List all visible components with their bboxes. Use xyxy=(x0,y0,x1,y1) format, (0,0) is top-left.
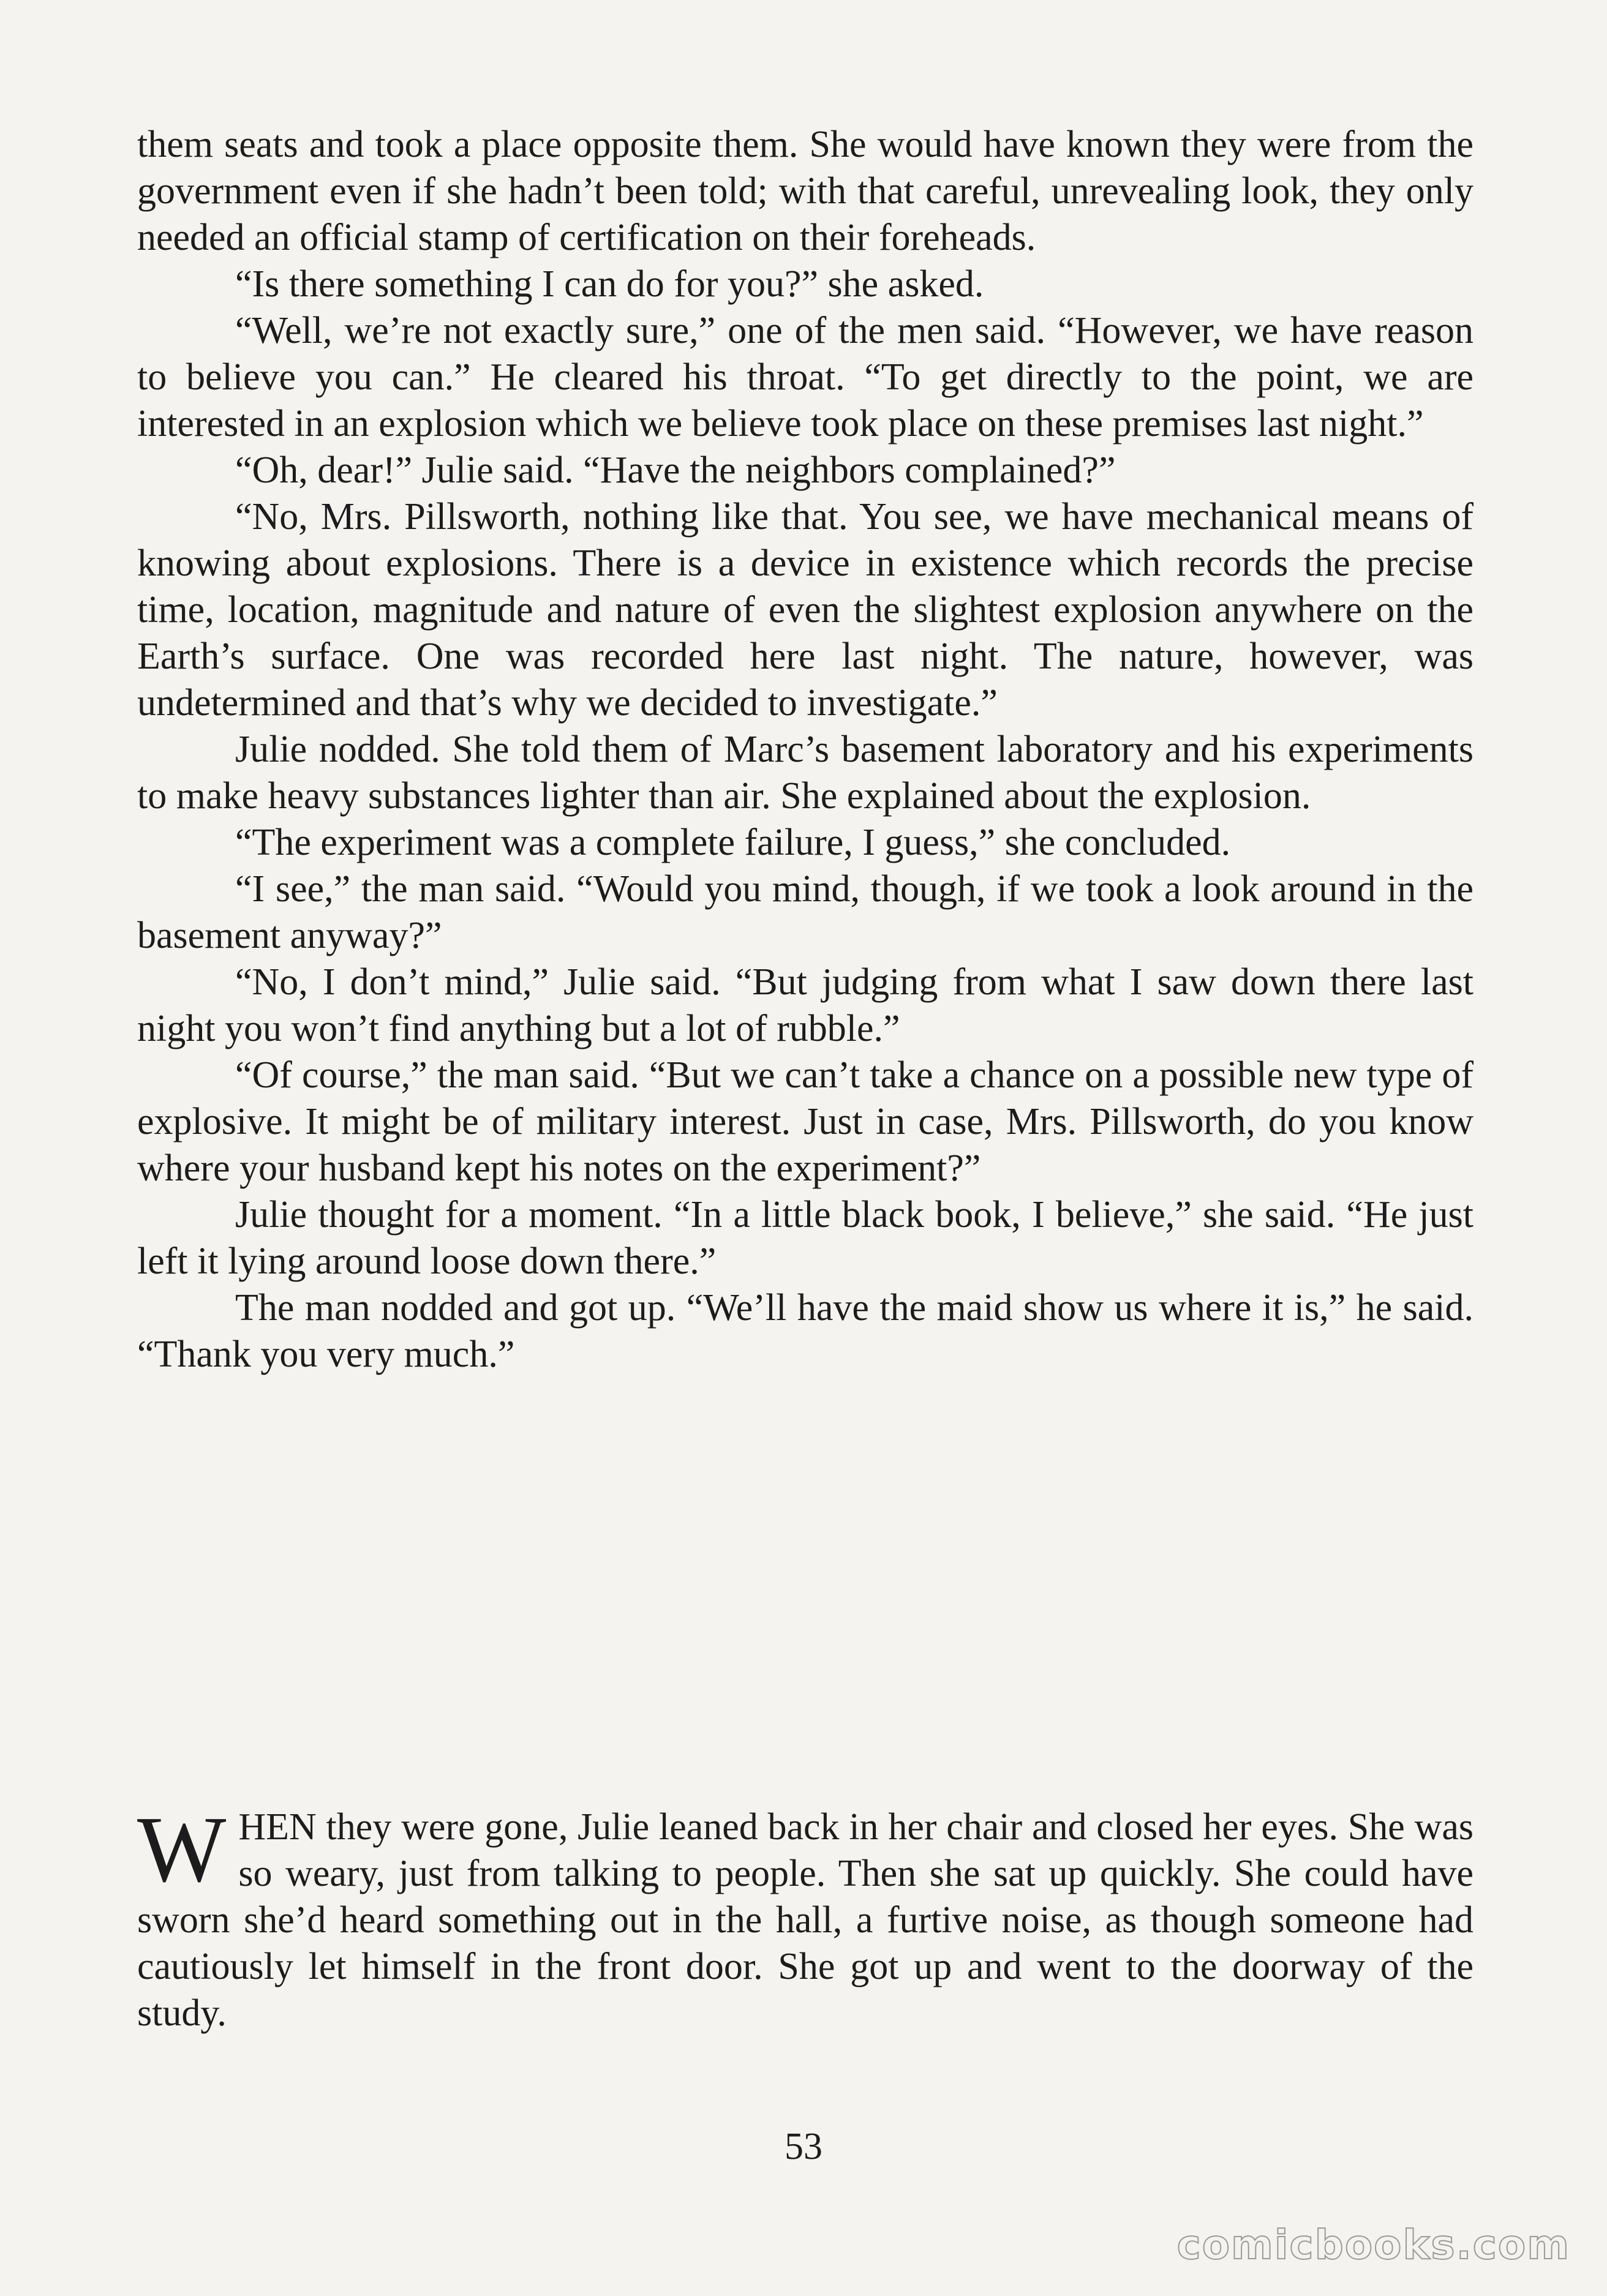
site-watermark: comicbooks.com xyxy=(1176,2221,1570,2268)
paragraph: The man nodded and got up. “We’ll have the maid show us where it is,” he said. “Thank you very much.” xyxy=(137,1287,1473,1375)
page-number: 53 xyxy=(785,2126,822,2167)
section-paragraph xyxy=(137,1798,1473,2036)
paragraph: “No, Mrs. Pillsworth, nothing like that. You see, we have mechanical means of knowing about explosions. There is a device in existence which records the precise time, location, magnitude and nature of even the slightest explosion anywhere on the Earth’s surface. One was recorded here last night. The nature, however, was undetermined and that’s why we decided to investigate.” xyxy=(137,496,1473,724)
paragraph: “Of course,” the man said. “But we can’t take a chance on a possible new type of explosive. It might be of military interest. Just in case, Mrs. Pillsworth, do you know where your husband kept his notes on the experiment?” xyxy=(137,1054,1473,1189)
section-paragraph-text: HEN they were gone, Julie leaned back in her chair and closed her eyes. She was so weary, just from talking to people. Then she sat up quickly. She could have sworn she’d heard something out in the hall, a furtive noise, as though someone had cautiously let himself in the front door. She got up and went to the doorway of the study. xyxy=(137,1806,1473,2034)
paragraph: them seats and took a place opposite them. She would have known they were from the government even if she hadn’t been told; with that careful, unrevealing look, they only needed an official stamp of certification on their foreheads. xyxy=(137,124,1473,258)
paragraph: “The experiment was a complete failure, I guess,” she concluded. xyxy=(235,822,1231,863)
body-text-top xyxy=(137,121,1473,1378)
paragraph: Julie nodded. She told them of Marc’s basement laboratory and his experiments to make heavy substances lighter than air. She explained about the explosion. xyxy=(137,729,1473,817)
paragraph: “No, I don’t mind,” Julie said. “But judging from what I saw down there last night you won’t find anything but a lot of rubble.” xyxy=(137,961,1473,1049)
drop-cap: W xyxy=(137,1798,227,1902)
paragraph: “Is there something I can do for you?” she asked. xyxy=(235,263,984,305)
paragraph: Julie thought for a moment. “In a little black book, I believe,” she said. “He just left it lying around loose down there.” xyxy=(137,1194,1473,1282)
paragraph: “Well, we’re not exactly sure,” one of the men said. “However, we have reason to believe you can.” He cleared his throat. “To get directly to the point, we are interested in an explosion which we believe took place on these premises last night.” xyxy=(137,310,1473,445)
paragraph: “Oh, dear!” Julie said. “Have the neighbors complained?” xyxy=(235,449,1116,491)
paragraph: “I see,” the man said. “Would you mind, though, if we took a look around in the basement anyway?” xyxy=(137,868,1473,956)
section-opening xyxy=(137,1798,1473,2036)
